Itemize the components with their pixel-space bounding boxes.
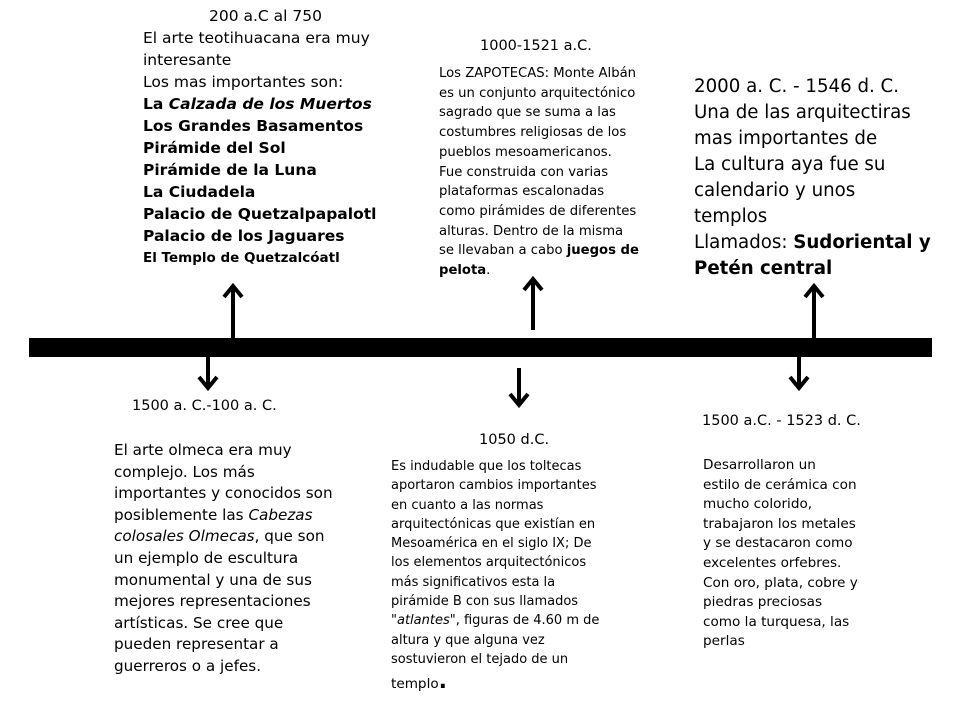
event-text-line: Una de las arquitectiras: [694, 102, 911, 123]
arrow-up-icon: [522, 276, 544, 332]
event-text-line: Los mas importantes son:: [143, 73, 344, 91]
event-text: El arte olmeca era muy complejo. Los más importantes y conocidos son posiblemente las: [114, 441, 333, 524]
monument-item: El Templo de Quetzalcóatl: [143, 250, 340, 266]
event-text-line: se llevaban a cabo juegos de: [439, 243, 639, 259]
event-text-line: templo.: [391, 669, 448, 695]
event-text-line: perlas: [703, 633, 745, 650]
event-text-line: es un conjunto arquitectónico: [439, 85, 636, 101]
event-text-line: alturas. Dentro de la misma: [439, 223, 624, 239]
event-date: 2000 a. C. - 1546 d. C.: [694, 76, 900, 97]
monument-item: Pirámide del Sol: [143, 139, 286, 157]
event-text-italic: Cabezas colosales Olmecas: [114, 505, 313, 546]
event-text-line: El arte teotihuacana era muy: [143, 29, 370, 47]
event-text-line: Los ZAPOTECAS: Monte Albán: [439, 66, 637, 81]
event-text-line: como pirámides de diferentes: [439, 203, 637, 219]
event-text-line: Con oro, plata, cobre y: [703, 574, 858, 591]
event-maya: [694, 74, 939, 282]
monument-item: Pirámide de la Luna: [143, 161, 317, 179]
arrow-down-icon: [508, 368, 530, 408]
event-text-line: templos: [694, 206, 768, 227]
event-text-line: Petén central: [694, 258, 833, 279]
event-date: 1000-1521 a.C.: [480, 38, 592, 54]
event-text-line: en cuanto a las normas: [391, 497, 544, 513]
event-text-line: más significativos esta la: [391, 574, 556, 590]
event-text-line: pelota.: [439, 263, 491, 279]
event-text-line: interesante: [143, 51, 232, 69]
event-text-line: Es indudable que los toltecas: [391, 459, 582, 474]
arrow-down-icon: [788, 355, 810, 391]
event-text-line: como la turquesa, las: [703, 613, 850, 630]
event-text-line: sostuvieron el tejado de un: [391, 651, 569, 667]
event-teotihuacan: [143, 5, 383, 269]
event-text-line: mas importantes de: [694, 128, 878, 149]
event-date: 1500 a. C.-100 a. C.: [132, 398, 277, 414]
event-text-line: costumbres religiosas de los: [439, 125, 627, 141]
event-text-line: Fue construida con varias: [439, 164, 609, 180]
event-zapotecas: [439, 64, 657, 281]
monument-item: Los Grandes Basamentos: [143, 117, 364, 135]
event-text-line: excelentes orfebres.: [703, 554, 842, 571]
arrow-up-icon: [222, 283, 244, 339]
event-text-line: Mesoamérica en el siglo IX; De: [391, 536, 592, 552]
event-text-line: calendario y unos: [694, 180, 856, 201]
event-text-line: trabajaron los metales: [703, 515, 856, 532]
event-text: , que son un ejemplo de escultura monumental y una de sus mejores representaciones artísticas. Se cree que pueden representar a guerreros o a jefes.: [114, 527, 325, 675]
monument-item: La Ciudadela: [143, 183, 256, 201]
event-text-line: Llamados: Sudoriental y: [694, 232, 931, 253]
event-text-line: pueblos mesoamericanos.: [439, 144, 612, 160]
event-text-line: arquitectónicas que existían en: [391, 516, 596, 532]
event-text-line: Desarrollaron un: [703, 457, 816, 473]
event-mixtecas: [703, 456, 873, 652]
event-text-line: los elementos arquitectónicos: [391, 555, 587, 571]
event-text-line: estilo de cerámica con: [703, 476, 857, 493]
monument-item: Palacio de los Jaguares: [143, 227, 345, 245]
event-olmeca: [114, 440, 344, 678]
event-date: 1500 a.C. - 1523 d. C.: [702, 413, 861, 429]
arrow-up-icon: [803, 283, 825, 339]
event-text-line: mucho colorido,: [703, 496, 813, 513]
event-text-line: altura y que alguna vez: [391, 632, 545, 648]
event-text-line: y se destacaron como: [703, 535, 853, 552]
event-text-line: piedras preciosas: [703, 594, 823, 611]
arrow-down-icon: [197, 355, 219, 391]
monument-item: Palacio de Quetzalpapalotl: [143, 205, 377, 223]
event-text-line: aportaron cambios importantes: [391, 478, 597, 494]
event-text-line: "atlantes", figuras de 4.60 m de: [391, 613, 600, 629]
event-date: 1050 d.C.: [479, 432, 550, 448]
event-date: 200 a.C al 750: [209, 7, 323, 25]
monument-item: La Calzada de los Muertos: [143, 95, 372, 113]
event-text-line: plataformas escalonadas: [439, 184, 605, 200]
event-text-line: sagrado que se suma a las: [439, 105, 616, 121]
event-text-line: La cultura aya fue su: [694, 154, 886, 175]
event-toltecas: [391, 457, 621, 695]
event-text-line: pirámide B con sus llamados: [391, 594, 579, 610]
